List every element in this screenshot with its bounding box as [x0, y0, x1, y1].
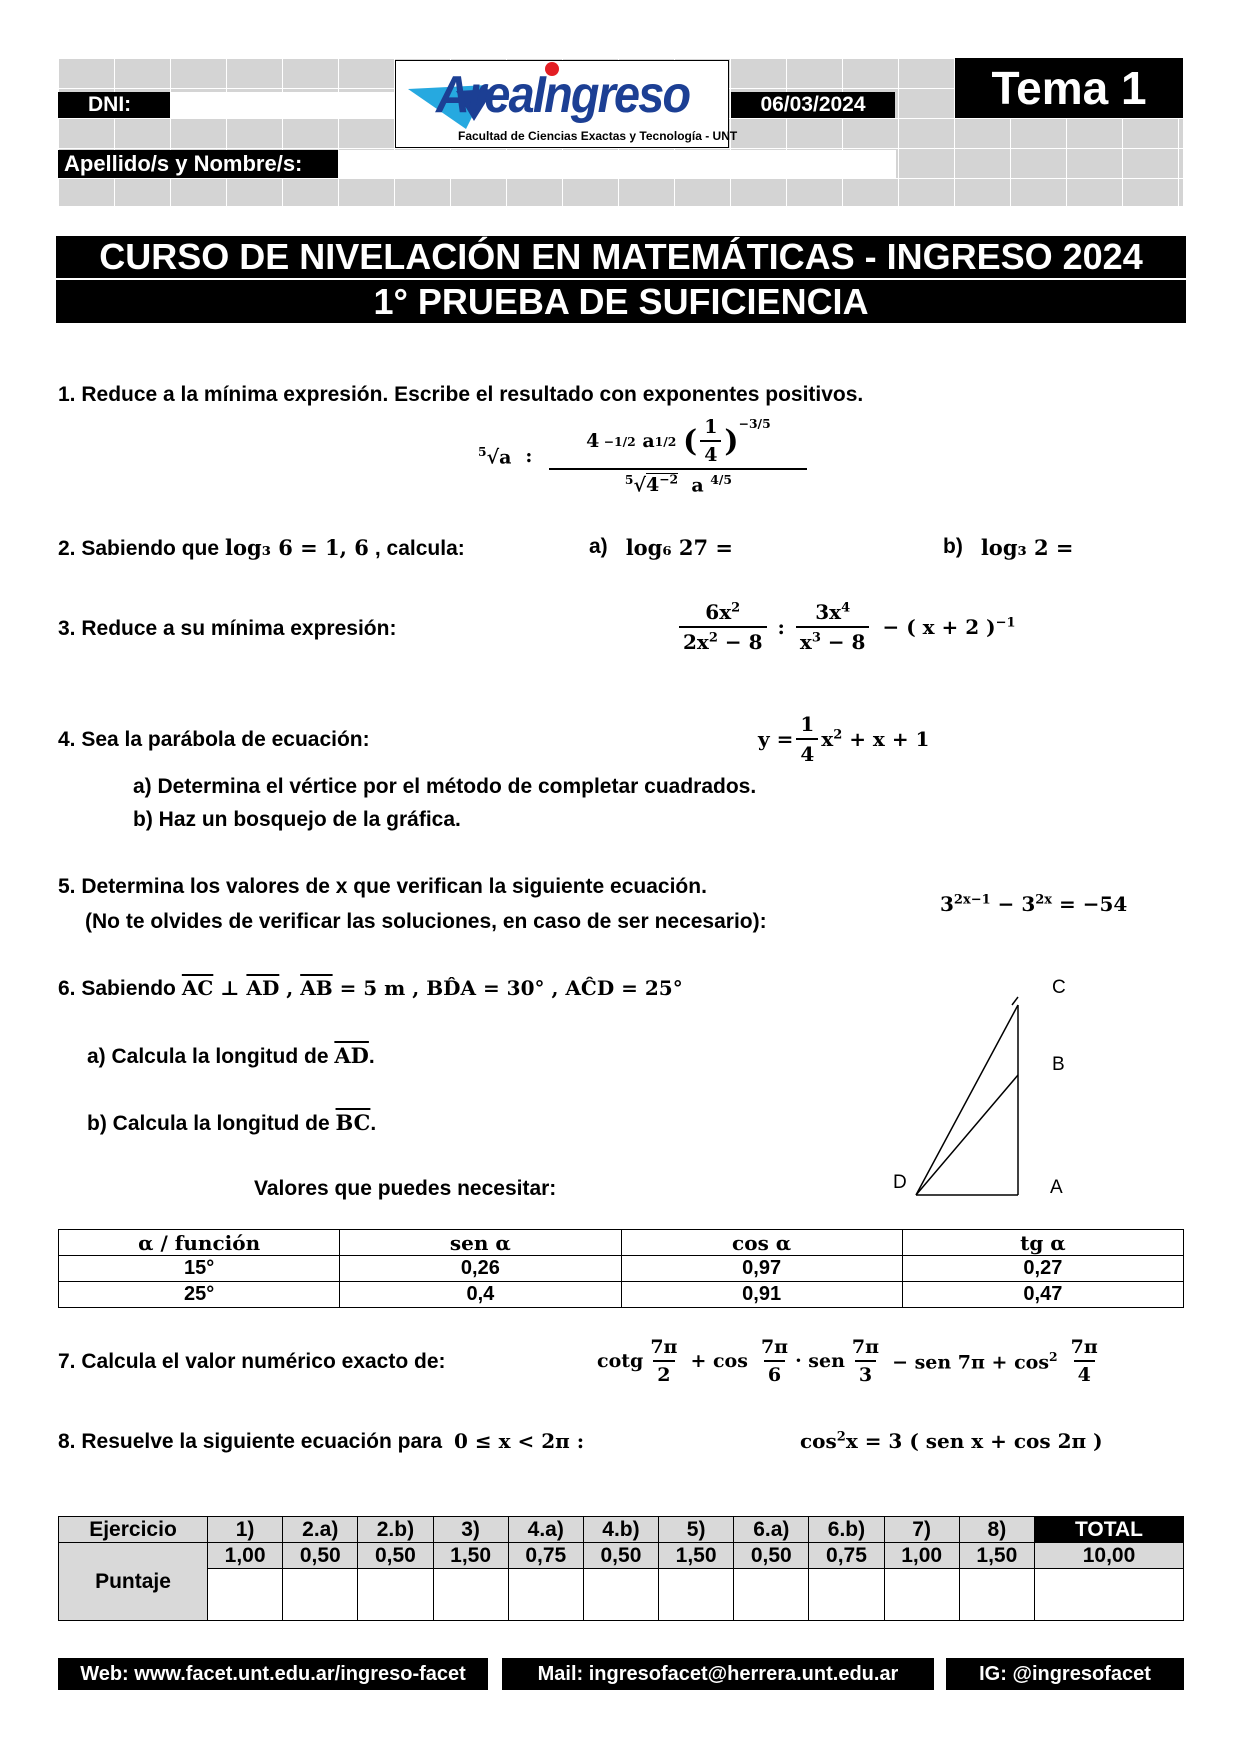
tema-label: Tema 1	[955, 58, 1183, 118]
footer-mail[interactable]: Mail: ingresofacet@herrera.unt.edu.ar	[502, 1658, 934, 1690]
score-entry-cell[interactable]	[959, 1569, 1034, 1621]
vertex-label-b: B	[1052, 1054, 1065, 1075]
exam-title: 1° PRUEBA DE SUFICIENCIA	[56, 280, 1186, 323]
score-entry-cell[interactable]	[659, 1569, 734, 1621]
total-entry-cell[interactable]	[1035, 1569, 1184, 1621]
trig-values-table	[58, 1229, 1184, 1308]
question-2b: b) log₃ 2 =	[943, 535, 1074, 560]
score-entry-row	[59, 1569, 1184, 1621]
vertex-label-d: D	[893, 1172, 907, 1193]
table-cell: 0,4	[340, 1282, 621, 1308]
dni-label: DNI:	[58, 92, 170, 118]
question-8: 8. Resuelve la siguiente ecuación para 0 ≤ x < 2π :	[58, 1429, 585, 1453]
question-2a: a) log₆ 27 =	[589, 535, 733, 560]
course-title: CURSO DE NIVELACIÓN EN MATEMÁTICAS - INGRESO 2024	[56, 236, 1186, 278]
exercise-cell: 8)	[959, 1517, 1034, 1543]
table-header-cell: tg α	[902, 1230, 1183, 1256]
exercise-cell: 5)	[659, 1517, 734, 1543]
vertex-label-a: A	[1050, 1177, 1063, 1198]
table-cell: 0,91	[621, 1282, 902, 1308]
points-cell: 0,50	[358, 1543, 433, 1569]
exercise-cell: 6.b)	[809, 1517, 884, 1543]
values-caption: Valores que puedes necesitar:	[254, 1177, 557, 1200]
exam-date: 06/03/2024	[731, 92, 895, 118]
exercise-cell: 7)	[884, 1517, 959, 1543]
question-8-expression: $\cos^2x = 3$ ( sen x + cos 2π )	[800, 1429, 1103, 1453]
table-cell: 25°	[59, 1282, 340, 1308]
exercise-cell: 1)	[208, 1517, 283, 1543]
score-entry-cell[interactable]	[358, 1569, 433, 1621]
score-entry-cell[interactable]	[508, 1569, 583, 1621]
ejercicio-label: Ejercicio	[59, 1517, 208, 1543]
exercise-cell: 6.a)	[734, 1517, 809, 1543]
question-4: 4. Sea la parábola de ecuación:	[58, 728, 370, 751]
logo-text: AreaIngreso	[436, 66, 690, 124]
question-7-expression: cotg $\frac{7\pi}{2}$ + cos $\frac{7\pi}{6}$ · sen $\frac{7\pi}{3}$ − sen $7\pi + \cos^2$ $\frac{7\pi}{4}$	[597, 1336, 1098, 1386]
question-5: 5. Determina los valores de x que verifican la siguiente ecuación.	[58, 875, 707, 898]
score-entry-cell[interactable]	[809, 1569, 884, 1621]
exercise-cell: 3)	[433, 1517, 508, 1543]
question-1: 1. Reduce a la mínima expresión. Escribe el resultado con exponentes positivos.	[58, 383, 864, 406]
points-cell: 1,50	[959, 1543, 1034, 1569]
dni-field[interactable]	[170, 92, 396, 118]
table-header-cell: cos α	[621, 1230, 902, 1256]
footer-web[interactable]: Web: www.facet.unt.edu.ar/ingreso-facet	[58, 1658, 488, 1690]
question-4-expression: y = $\frac{1}{4}$ $x^2 + x + 1$	[758, 712, 930, 766]
name-label: Apellido/s y Nombre/s:	[58, 150, 338, 178]
table-row	[59, 1256, 1184, 1282]
question-2: 2. Sabiendo que log₃ 6 = 1, 6 , calcula:	[58, 535, 465, 560]
exercise-cell: 4.a)	[508, 1517, 583, 1543]
question-6: 6. Sabiendo $\overline{AC}$ ⊥ $\overline{AD}$ , $\overline{AB} = 5$ m , BD̂A = 30° , AĈD = 25°	[58, 976, 683, 1000]
question-3-expression: $\frac{6x^2}{2x^2 - 8}$ : $\frac{3x^4}{x^3 - 8}$ − ( x + 2 )$^{-1}$	[676, 600, 1016, 654]
areaingreso-logo	[395, 60, 738, 148]
table-header-row	[59, 1230, 1184, 1256]
score-table	[58, 1516, 1184, 1621]
points-cell: 0,50	[283, 1543, 358, 1569]
question-7: 7. Calcula el valor numérico exacto de:	[58, 1350, 446, 1373]
table-cell: 0,97	[621, 1256, 902, 1282]
exercise-cell: 4.b)	[583, 1517, 658, 1543]
triangle-diagram	[880, 975, 1080, 1205]
score-entry-cell[interactable]	[734, 1569, 809, 1621]
question-6b: b) Calcula la longitud de $\overline{BC}$.	[87, 1110, 377, 1135]
vertex-label-c: C	[1052, 977, 1066, 998]
exercise-cell: 2.b)	[358, 1517, 433, 1543]
total-label: TOTAL	[1035, 1517, 1184, 1543]
points-cell: 0,50	[583, 1543, 658, 1569]
puntaje-label: Puntaje	[59, 1543, 208, 1621]
exercise-cell: 2.a)	[283, 1517, 358, 1543]
score-entry-cell[interactable]	[433, 1569, 508, 1621]
score-entry-cell[interactable]	[283, 1569, 358, 1621]
table-header-cell: sen α	[340, 1230, 621, 1256]
question-5-expression: $3^{2x-1} - 3^{2x} = -54$	[940, 892, 1128, 916]
question-2-given: log₃ 6 = 1, 6	[225, 535, 369, 560]
score-points-row	[59, 1543, 1184, 1569]
points-cell: 1,50	[433, 1543, 508, 1569]
points-cell: 0,50	[734, 1543, 809, 1569]
table-cell: 0,27	[902, 1256, 1183, 1282]
points-cell: 1,00	[208, 1543, 283, 1569]
table-cell: 0,26	[340, 1256, 621, 1282]
question-5-note: (No te olvides de verificar las soluciones, en caso de ser necesario):	[85, 910, 767, 933]
name-field[interactable]	[338, 150, 896, 178]
score-entry-cell[interactable]	[583, 1569, 658, 1621]
points-cell: 1,50	[659, 1543, 734, 1569]
points-cell: 0,75	[508, 1543, 583, 1569]
footer-instagram[interactable]: IG: @ingresofacet	[946, 1658, 1184, 1690]
question-6a: a) Calcula la longitud de $\overline{AD}$.	[87, 1043, 375, 1068]
question-1-expression: $^5$√a : 4 −1/2 a 1/2 ( $\frac{1}{4}$ ) $^{-3/5}$ $^5√4^{-2}$ a $^{4/5}$	[478, 416, 810, 496]
score-header-row	[59, 1517, 1184, 1543]
total-value: 10,00	[1035, 1543, 1184, 1569]
question-4a: a) Determina el vértice por el método de completar cuadrados.	[133, 775, 757, 798]
table-header-cell: α / función	[59, 1230, 340, 1256]
table-cell: 0,47	[902, 1282, 1183, 1308]
question-4b: b) Haz un bosquejo de la gráfica.	[133, 808, 461, 831]
points-cell: 0,75	[809, 1543, 884, 1569]
points-cell: 1,00	[884, 1543, 959, 1569]
question-3: 3. Reduce a su mínima expresión:	[58, 617, 397, 640]
logo-subtitle: Facultad de Ciencias Exactas y Tecnología - UNT	[458, 129, 738, 143]
score-entry-cell[interactable]	[208, 1569, 283, 1621]
table-cell: 15°	[59, 1256, 340, 1282]
table-row	[59, 1282, 1184, 1308]
score-entry-cell[interactable]	[884, 1569, 959, 1621]
